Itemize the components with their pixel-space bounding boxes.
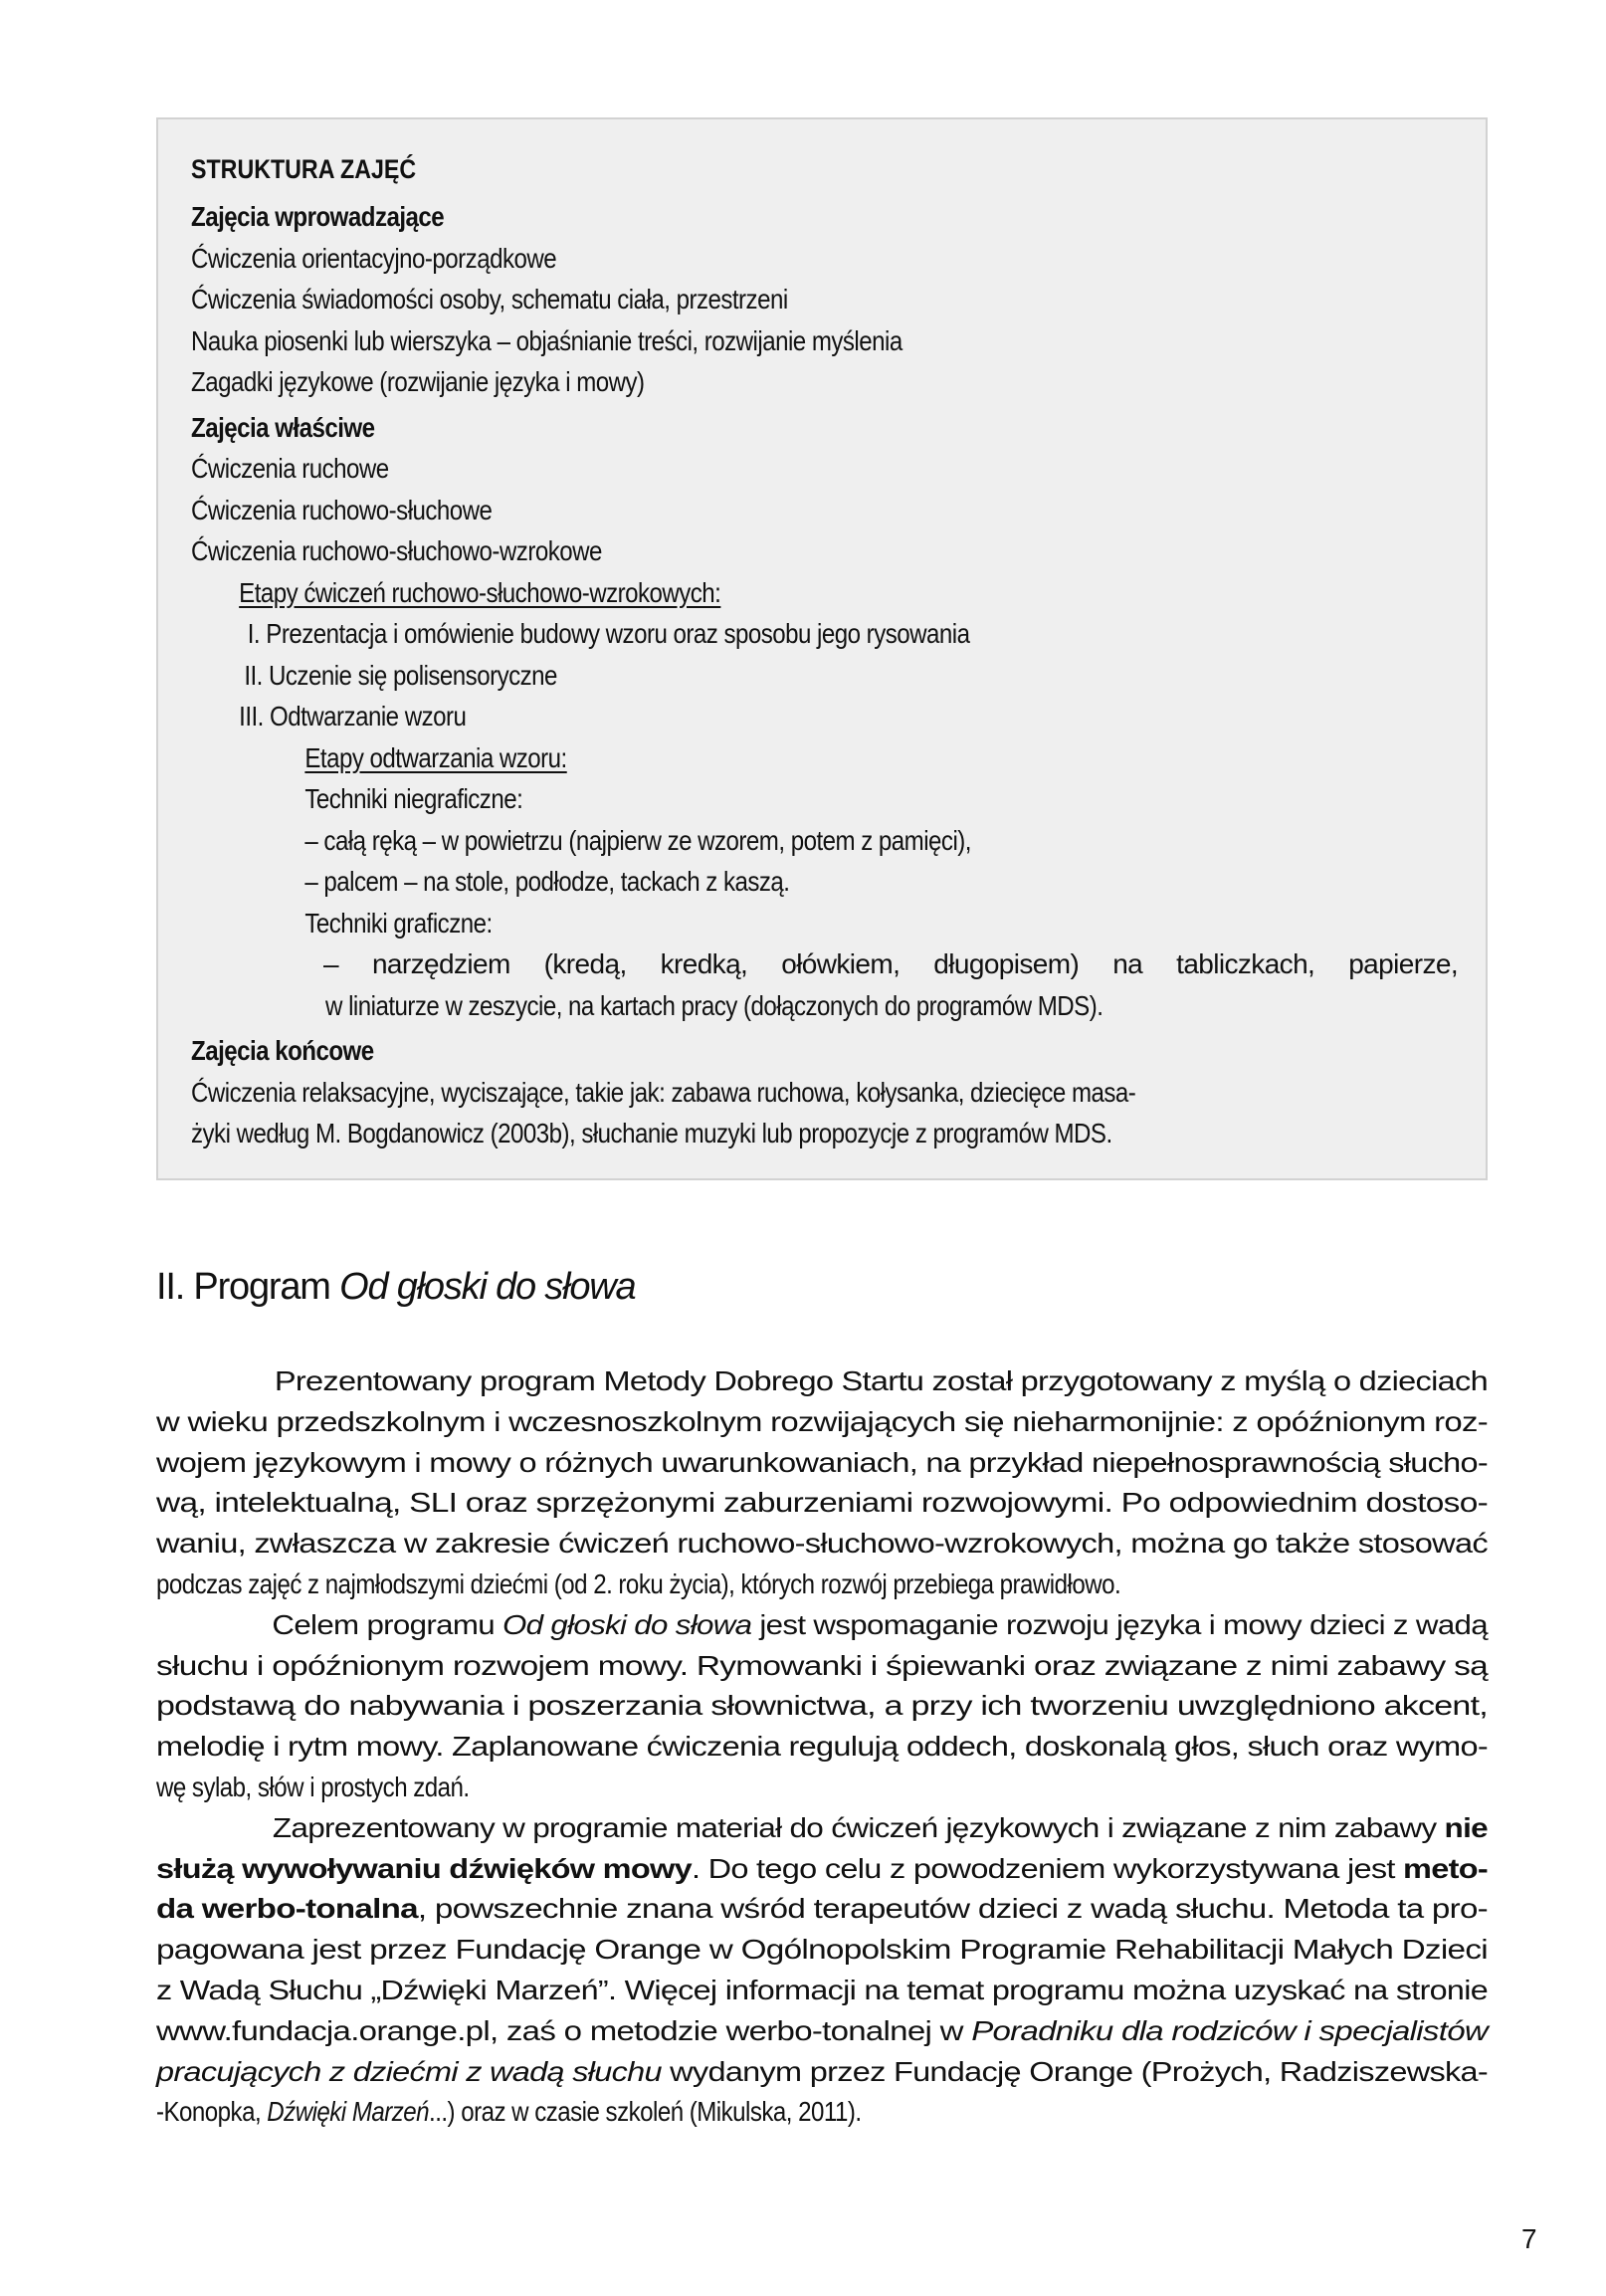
paragraph-line: słuchu i opóźnionym rozwojem mowy. Rymowanki i śpiewanki oraz związane z nimi zabawy są	[156, 1649, 1488, 1681]
closing-line: Ćwiczenia relaksacyjne, wyciszające, takie jak: zabawa ruchowa, kołysanka, dziecięce masa-	[191, 1076, 1136, 1108]
paragraph-line	[156, 1889, 1488, 1930]
graphic-item	[191, 943, 1458, 985]
text-span: -Konopka,	[156, 2096, 268, 2128]
page-number: 7	[1521, 2223, 1537, 2254]
text-span: wydanym przez Fundację Orange (Prożych, Radziszewska-	[661, 2055, 1488, 2087]
box-title: STRUKTURA ZAJĘĆ	[191, 154, 417, 184]
program-title-italic: Od głoski do słowa	[502, 1608, 752, 1640]
reproduction-heading-text: Etapy odtwarzania wzoru:	[304, 741, 567, 773]
paragraph-line	[156, 2011, 1488, 2052]
stage-item: II. Uczenie się polisensoryczne	[244, 659, 557, 691]
italic-span: Dźwięki Marzeń	[267, 2096, 430, 2128]
main-item: Ćwiczenia ruchowo-słuchowe	[191, 494, 493, 525]
text-span: jest wspomaganie rozwoju języka i mowy dzieci z wadą	[751, 1608, 1488, 1640]
main-heading: Zajęcia właściwe	[191, 411, 375, 443]
paragraph-line	[156, 2092, 1488, 2133]
paragraph-line	[156, 1605, 1488, 1646]
intro-item: Ćwiczenia orientacyjno-porządkowe	[191, 242, 557, 274]
section-heading	[156, 1262, 635, 1312]
bold-span: meto-	[1403, 1852, 1488, 1884]
text-span: ...) oraz w czasie szkoleń (Mikulska, 2011).	[429, 2096, 862, 2128]
reproduction-heading	[191, 737, 1276, 779]
bold-span: da werbo-tonalna	[156, 1893, 418, 1925]
graphic-heading: Techniki graficzne:	[304, 907, 493, 939]
bold-span: służą wywoływaniu dźwięków mowy	[156, 1852, 692, 1884]
nongraphic-item: – palcem – na stole, podłodze, tackach z kaszą.	[304, 866, 790, 897]
body-text	[156, 1361, 1488, 2133]
italic-span: Poradniku dla rodziców i specjalistów	[971, 2014, 1488, 2046]
paragraph-line: Prezentowany program Metody Dobrego Startu został przygotowany z myślą o dzieciach	[274, 1365, 1488, 1396]
paragraph-line: wą, intelektualną, SLI oraz sprzężonymi zaburzeniami rozwojowymi. Po odpowiednim dostoso-	[156, 1487, 1488, 1519]
paragraph-line: wojem językowym i mowy o różnych uwarunkowaniach, na przykład niepełnosprawnością słucho-	[156, 1446, 1488, 1478]
paragraph-line: melodię i rytm mowy. Zaplanowane ćwiczenia regulują oddech, doskonalą głos, słuch oraz wymo-	[156, 1731, 1488, 1763]
graphic-item-line1: – narzędziem (kredą, kredką, ołówkiem, długopisem) na tabliczkach, papierze,	[323, 948, 1458, 979]
text-span: www.fundacja.orange.pl, zaś o metodzie werbo-tonalnej w	[156, 2014, 972, 2046]
nongraphic-item: – całą ręką – w powietrzu (najpierw ze wzorem, potem z pamięci),	[304, 824, 971, 856]
paragraph-line	[156, 1808, 1488, 1849]
closing-heading: Zajęcia końcowe	[191, 1035, 374, 1066]
section-heading-title: Od głoski do słowa	[339, 1266, 636, 1308]
paragraph-line	[156, 1849, 1488, 1890]
paragraph-line: podczas zajęć z najmłodszymi dziećmi (od 2. roku życia), których rozwój przebiega prawidłowo.	[156, 1567, 1121, 1599]
paragraph-line: waniu, zwłaszcza w zakresie ćwiczeń ruchowo-słuchowo-wzrokowych, można go także stosować	[156, 1528, 1488, 1560]
paragraph-line: wę sylab, słów i prostych zdań.	[156, 1771, 470, 1802]
intro-item: Ćwiczenia świadomości osoby, schematu ciała, przestrzeni	[191, 284, 788, 314]
nongraphic-heading: Techniki niegraficzne:	[304, 783, 523, 814]
intro-item: Zagadki językowe (rozwijanie języka i mowy)	[191, 366, 645, 397]
main-item: Ćwiczenia ruchowo-słuchowo-wzrokowe	[191, 535, 602, 566]
intro-heading: Zajęcia wprowadzające	[191, 201, 445, 232]
graphic-item-line2: w liniaturze w zeszycie, na kartach pracy (dołączonych do programów MDS).	[325, 989, 1104, 1021]
text-span: Zaprezentowany w programie materiał do ćwiczeń językowych i związane z nim zabawy	[272, 1811, 1445, 1843]
stages-heading	[191, 572, 1276, 614]
main-item: Ćwiczenia ruchowe	[191, 453, 389, 484]
lesson-structure-box	[156, 117, 1488, 1180]
stages-heading-text: Etapy ćwiczeń ruchowo-słuchowo-wzrokowych:	[239, 576, 721, 608]
bold-span: nie	[1444, 1811, 1488, 1843]
stage-item: I. Prezentacja i omówienie budowy wzoru oraz sposobu jego rysowania	[247, 618, 970, 649]
italic-span: pracujących z dziećmi z wadą słuchu	[156, 2055, 662, 2087]
section-heading-prefix: II. Program	[156, 1266, 340, 1308]
intro-item: Nauka piosenki lub wierszyka – objaśnianie treści, rozwijanie myślenia	[191, 324, 903, 356]
paragraph-line	[156, 2052, 1488, 2093]
paragraph-line: z Wadą Słuchu „Dźwięki Marzeń”. Więcej informacji na temat programu można uzyskać na stronie	[156, 1974, 1488, 2005]
text-span: , powszechnie znana wśród terapeutów dzieci z wadą słuchu. Metoda ta pro-	[417, 1893, 1489, 1925]
paragraph-line: podstawą do nabywania i poszerzania słownictwa, a przy ich tworzeniu uwzględniono akcent,	[156, 1690, 1488, 1722]
paragraph-line: pagowana jest przez Fundację Orange w Ogólnopolskim Programie Rehabilitacji Małych Dzieci	[156, 1934, 1488, 1966]
stage-item: III. Odtwarzanie wzoru	[239, 701, 467, 731]
paragraph-line: w wieku przedszkolnym i wczesnoszkolnym rozwijających się nieharmonijnie: z opóźnionym roz-	[156, 1405, 1488, 1437]
closing-line: żyki według M. Bogdanowicz (2003b), słuchanie muzyki lub propozycje z programów MDS.	[191, 1118, 1112, 1148]
text-span: . Do tego celu z powodzeniem wykorzystywana jest	[691, 1852, 1404, 1884]
text-span: Celem programu	[272, 1608, 502, 1640]
